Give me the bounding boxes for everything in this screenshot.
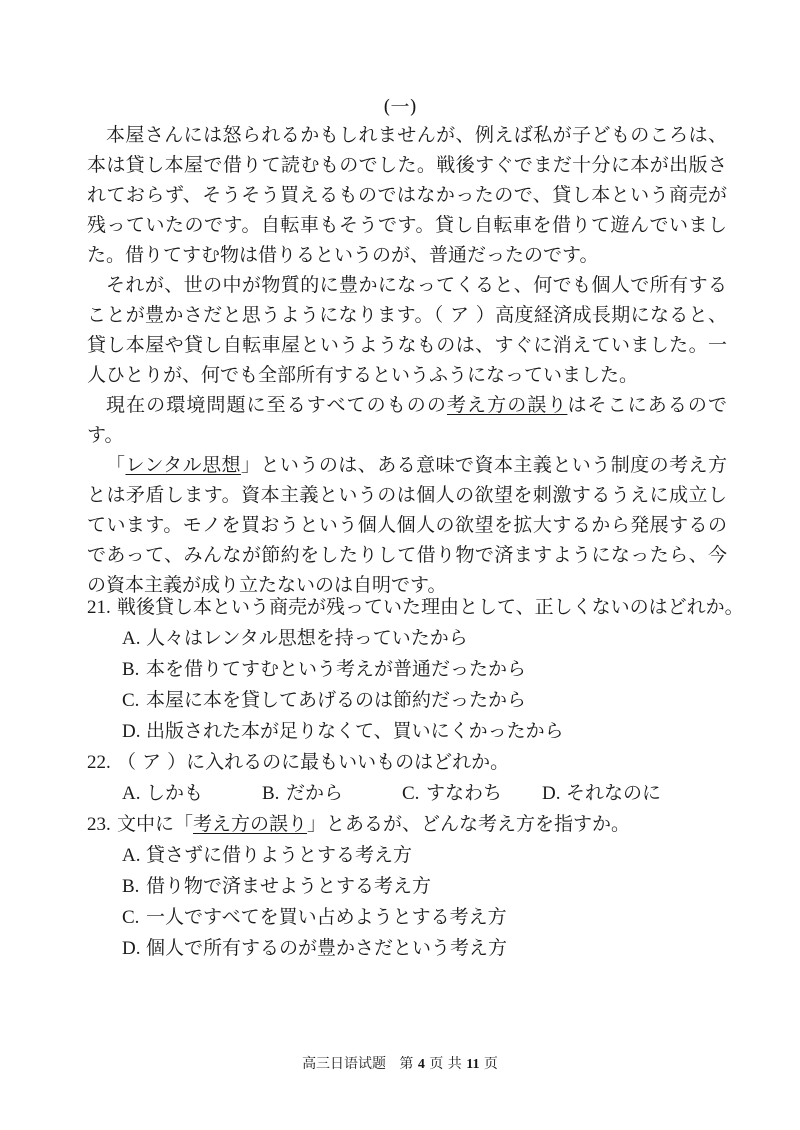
p4-open-quote: 「 [106, 454, 126, 476]
option-a: A. 貸さずに借りようとする考え方 [122, 844, 413, 866]
question-stem-before: 文中に「 [117, 813, 194, 835]
p3-text-before: 現在の環境問題に至るすべてのものの [106, 394, 447, 416]
question-stem: 戦後貸し本という商売が残っていた理由として、正しくないのはどれか。 [117, 596, 744, 618]
section-title: (一) [383, 96, 417, 118]
question-number: 21. [87, 597, 111, 618]
option-row [122, 778, 747, 809]
page-footer [0, 1053, 800, 1073]
option-b: B. 借り物で済ませようとする考え方 [122, 875, 432, 897]
option-d: D. それなのに [542, 782, 662, 804]
question-stem: （ ア ）に入れるのに最もいいものはどれか。 [117, 751, 510, 773]
page-mid: 页 共 [429, 1056, 462, 1072]
question-number: 23. [87, 814, 111, 835]
question-23 [87, 809, 747, 964]
option-c: C. 一人ですべてを買い占めようとする考え方 [122, 906, 507, 928]
option-c: C. すなわち [402, 782, 503, 804]
question-21 [87, 592, 747, 747]
page-total: 11 [466, 1057, 480, 1072]
question-stem-underlined: 考え方の誤り [193, 813, 308, 835]
p4-text-rest: 」というのは、ある意味で資本主義という制度の考え方とは矛盾します。資本主義というのは個人の欲望を刺激するうえに成立しています。モノを買おうという個人個人の欲望を拡大するから発展するのであって、みんなが節約をしたりして借り物で済ますようになったら、今の資本主義が成り立たないのは自明です。 [87, 454, 727, 596]
page-suffix: 页 [483, 1056, 498, 1072]
reading-passage [87, 120, 727, 600]
passage-paragraph-2: それが、世の中が物質的に豊かになってくると、何でも個人で所有することが豊かさだと思うようになります。（ ア ）高度経済成長期になると、貸し本屋や貸し自転車屋というようなものは、すぐに消えていました。一人ひとりが、何でも全部所有するというふうになっていました。 [87, 274, 727, 386]
question-stem-after: 」とあるが、どんな考え方を指すか。 [307, 813, 631, 835]
p3-text-after: はそこにあるのです。 [87, 394, 727, 446]
option-b: B. 本を借りてすむという考えが普通だったから [122, 658, 527, 680]
option-b: B. だから [262, 782, 344, 804]
option-d: D. 出版された本が足りなくて、買いにくかったから [122, 720, 564, 742]
passage-paragraph-3 [87, 390, 727, 450]
option-a: A. 人々はレンタル思想を持っていたから [122, 627, 468, 649]
question-22 [87, 747, 747, 809]
option-a: A. しかも [122, 782, 204, 804]
question-list [87, 592, 747, 964]
question-number: 22. [87, 752, 111, 773]
passage-paragraph-1: 本屋さんには怒られるかもしれませんが、例えば私が子どものころは、本は貸し本屋で借りて読むものでした。戦後すぐでまだ十分に本が出版されておらず、そうそう買えるものではなかったので、貸し本という商売が残っていたのです。自転車もそうです。貸し自転車を借りて遊んでいました。借りてすむ物は借りるというのが、普通だったのです。 [87, 124, 727, 266]
option-d: D. 個人で所有するのが豊かさだという考え方 [122, 937, 508, 959]
exam-title: 高三日语试题 [302, 1056, 387, 1072]
page-prefix: 第 [399, 1056, 414, 1072]
underlined-phrase-kangaekata: 考え方の誤り [446, 394, 568, 416]
passage-paragraph-4 [87, 450, 727, 600]
underlined-phrase-rental: レンタル思想 [125, 454, 241, 476]
page-number: 4 [417, 1057, 425, 1072]
option-c: C. 本屋に本を貸してあげるのは節約だったから [122, 689, 527, 711]
